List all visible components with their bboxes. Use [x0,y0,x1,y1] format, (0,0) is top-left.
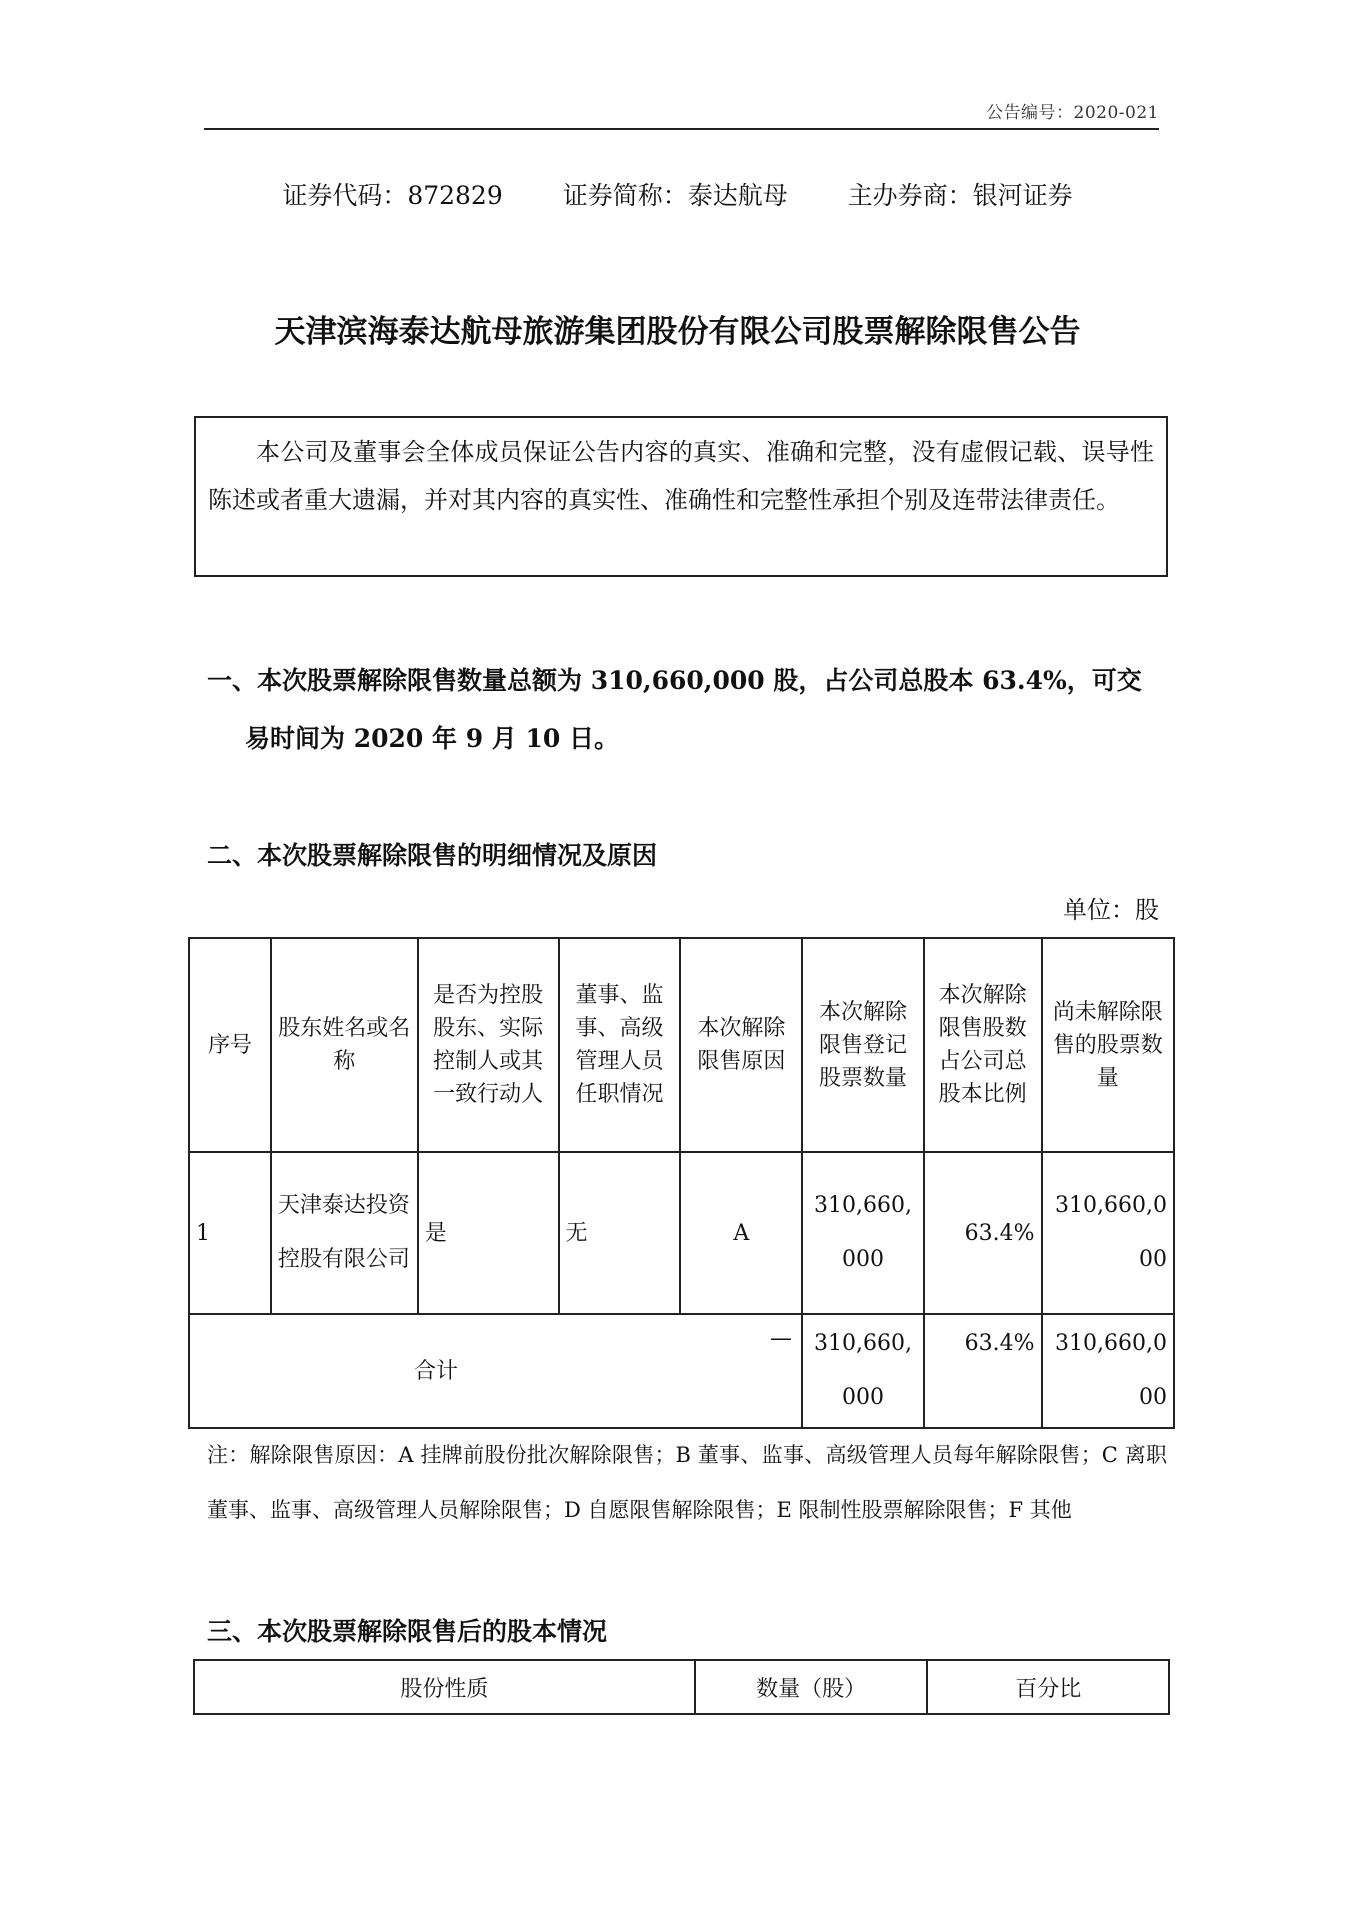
security-info-line [0,176,1355,212]
release-ratio: 63.4% [924,1152,1042,1314]
row-index: 1 [189,1152,271,1314]
header-cell: 序号 [189,938,271,1152]
header-cell: 百分比 [927,1660,1169,1714]
section-1-line2: 易时间为 2020 年 9 月 10 日。 [245,724,619,753]
header-cell: 股份性质 [194,1660,695,1714]
is-controlling: 是 [418,1152,559,1314]
total-reason: — [770,1326,792,1351]
section-1 [207,652,1162,768]
table-total-row [189,1314,1174,1428]
release-reason: A [680,1152,802,1314]
header-cell: 董事、监事、高级管理人员任职情况 [559,938,681,1152]
header-rule [204,128,1159,130]
table-row [189,1152,1174,1314]
section-1-line1: 一、本次股票解除限售数量总额为 310,660,000 股，占公司总股本 63.4%，可交 [207,666,1142,695]
position: 无 [559,1152,681,1314]
total-ratio: 63.4% [924,1314,1042,1428]
table-header-row [189,938,1174,1152]
header-cell: 尚未解除限售的股票数量 [1042,938,1174,1152]
capital-table [193,1659,1170,1715]
release-detail-table [188,937,1175,1429]
total-label-text: 合计 [413,1358,458,1384]
announcement-number: 公告编号：2020-021 [986,103,1159,123]
header-cell: 股东姓名或名称 [271,938,418,1152]
broker: 主办券商：银河证券 [847,181,1073,210]
release-count: 310,660,000 [802,1152,923,1314]
footnote: 注：解除限售原因：A 挂牌前股份批次解除限售；B 董事、监事、高级管理人员每年解除限售；C 离职董事、监事、高级管理人员解除限售；D 自愿限售解除限售；E 限制性股票解除限售；F 其他 [207,1443,1167,1522]
total-label [189,1314,802,1428]
remaining-count: 310,660,000 [1042,1152,1174,1314]
section-3-heading: 三、本次股票解除限售后的股本情况 [207,1617,608,1646]
header-cell: 本次解除限售原因 [680,938,802,1152]
total-count: 310,660,000 [802,1314,923,1428]
total-remaining: 310,660,000 [1042,1314,1174,1428]
unit-label: 单位：股 [1063,896,1159,924]
header-cell: 本次解除限售登记股票数量 [802,938,923,1152]
section-2-heading: 二、本次股票解除限售的明细情况及原因 [207,841,658,870]
header-cell: 本次解除限售股数占公司总股本比例 [924,938,1042,1152]
shareholder-name: 天津泰达投资控股有限公司 [271,1152,418,1314]
header-cell: 数量（股） [695,1660,928,1714]
security-abbr: 证券简称：泰达航母 [562,181,788,210]
disclaimer-box: 本公司及董事会全体成员保证公告内容的真实、准确和完整，没有虚假记载、误导性陈述或者重大遗漏，并对其内容的真实性、准确性和完整性承担个别及连带法律责任。 [194,416,1168,577]
document-title: 天津滨海泰达航母旅游集团股份有限公司股票解除限售公告 [274,314,1081,350]
header-cell: 是否为控股股东、实际控制人或其一致行动人 [418,938,559,1152]
table-header-row [194,1660,1169,1714]
security-code: 证券代码：872829 [282,181,503,210]
